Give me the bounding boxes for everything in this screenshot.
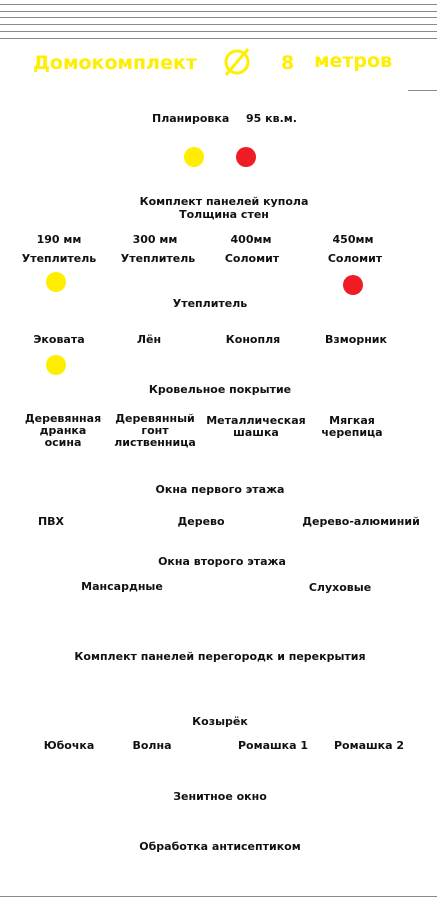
roofing-option-line: гонт [141,424,169,437]
windows-second-option[interactable]: Слуховые [308,581,372,594]
windows-first-option[interactable]: ПВХ [37,515,65,528]
thickness-option-size[interactable]: 450мм [332,233,374,246]
insulation-option[interactable]: Конопля [225,333,281,346]
roofing-option[interactable] [206,415,306,439]
thickness-selected-red[interactable] [343,275,363,295]
top-line [0,4,437,5]
roofing-option[interactable] [312,415,392,439]
roofing-option-line: шашка [233,426,279,439]
canopy-title: Козырёк [192,715,248,728]
roofing-option-line: Металлическая [206,414,306,427]
thickness-option-material[interactable]: Соломит [224,252,280,265]
header-title: Домокомплект [33,52,197,74]
windows-first-title: Окна первого этажа [155,483,285,496]
top-line [0,31,437,32]
roofing-option-line: Деревянный [115,412,195,425]
roofing-option-line: Деревянная [24,412,102,425]
windows-first-option[interactable]: Дерево-алюминий [302,515,420,528]
thickness-selected-yellow[interactable] [46,272,66,292]
insulation-title: Утеплитель [172,297,248,310]
roofing-option[interactable] [20,413,106,449]
thickness-option-size[interactable]: 400мм [230,233,272,246]
header-size-unit: метров [314,50,393,72]
roofing-option-line: дранка [39,424,87,437]
diameter-icon [222,47,252,77]
antiseptic-option[interactable]: Обработка антисептиком [139,840,301,853]
windows-first-option[interactable]: Дерево [177,515,225,528]
top-line [0,17,437,18]
header-underline [408,90,437,91]
wall-thickness-title: Толщина стен [179,208,269,221]
insulation-option[interactable]: Лён [136,333,162,346]
insulation-option[interactable]: Взморник [325,333,387,346]
canopy-option[interactable]: Юбочка [43,739,95,752]
top-line [0,24,437,25]
thickness-option-material[interactable]: Утеплитель [120,252,196,265]
layout-label: Планировка [152,112,230,125]
header-size-value: 8 [281,52,295,74]
layout-option-red[interactable] [236,147,256,167]
insulation-selected-yellow[interactable] [46,355,66,375]
canopy-option[interactable]: Ромашка 2 [333,739,405,752]
canopy-option[interactable]: Ромашка 1 [237,739,309,752]
dome-panels-title: Комплект панелей купола [139,195,309,208]
thickness-option-material[interactable]: Соломит [327,252,383,265]
roofing-title: Кровельное покрытие [148,383,292,396]
roofing-option-line: осина [44,436,82,449]
skylight-option[interactable]: Зенитное окно [173,790,267,803]
canopy-option[interactable]: Волна [132,739,172,752]
thickness-option-size[interactable]: 190 мм [36,233,82,246]
top-line [0,38,437,39]
top-line [0,11,437,12]
partitions-title: Комплект панелей перегородк и перекрытия [74,650,366,663]
layout-area: 95 кв.м. [246,112,297,125]
thickness-option-size[interactable]: 300 мм [132,233,178,246]
roofing-option-line: лиственница [114,436,196,449]
roofing-option-line: Мягкая [329,414,375,427]
windows-second-option[interactable]: Мансардные [81,580,163,593]
layout-option-yellow[interactable] [184,147,204,167]
footer-line [0,896,437,897]
roofing-option[interactable] [112,413,198,449]
windows-second-title: Окна второго этажа [158,555,286,568]
roofing-option-line: черепица [321,426,383,439]
insulation-option[interactable]: Эковата [33,333,85,346]
thickness-option-material[interactable]: Утеплитель [21,252,97,265]
